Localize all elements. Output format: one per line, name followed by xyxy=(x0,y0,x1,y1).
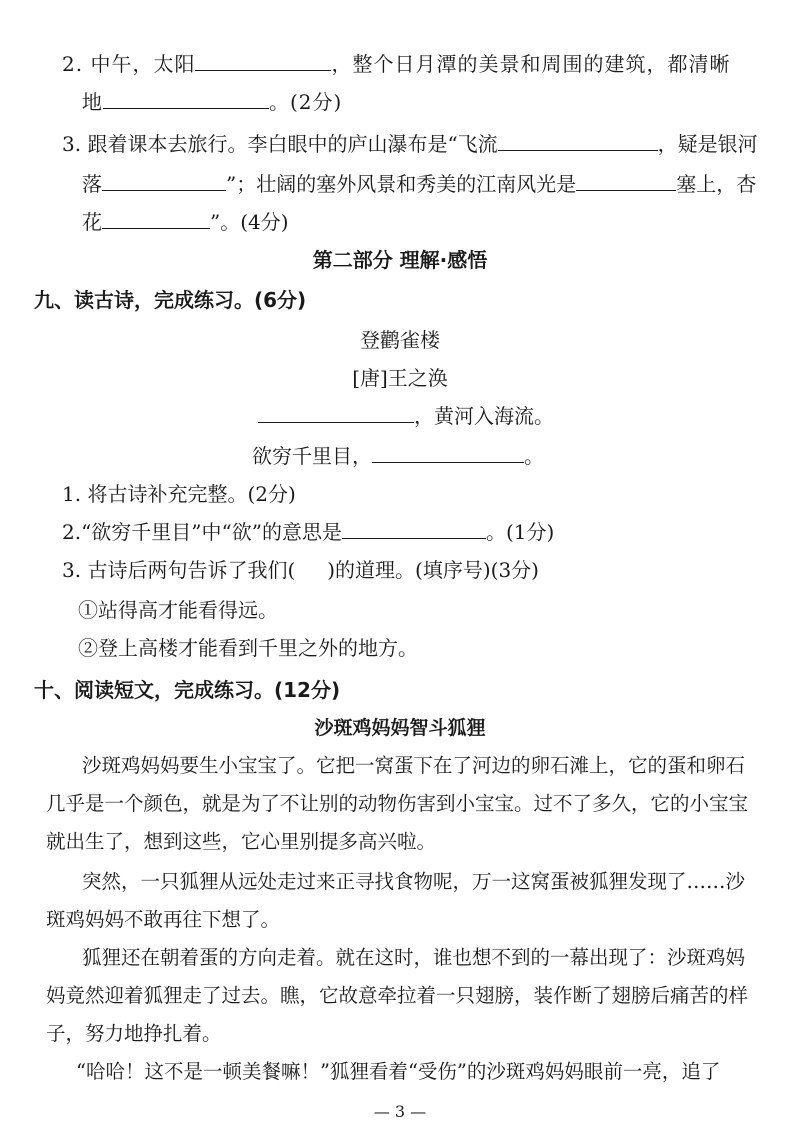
q3-text-b: ，疑是银河 xyxy=(657,132,758,156)
s9-q1: 1. 将古诗补充完整。(2分) xyxy=(62,482,296,506)
q3-text-g: ”。(4分) xyxy=(210,210,289,234)
poem-line-2 xyxy=(252,442,544,470)
s9-option-1: ①站得高才能看得远。 xyxy=(78,598,278,622)
story-p4-line1: “哈哈！这不是一顿美餐嘛！”狐狸看着“受伤”的沙斑鸡妈妈眼前一亮，追了 xyxy=(76,1060,721,1083)
page-number: — 3 — xyxy=(373,1102,427,1121)
q3-blank-2[interactable] xyxy=(102,170,226,191)
q3-blank-4[interactable] xyxy=(102,208,210,229)
q2-text-a: 2. 中午，太阳 xyxy=(62,52,196,76)
poem-line-1 xyxy=(258,402,554,430)
s9-q2-text-a: 2.“欲穷千里目”中“欲”的意思是 xyxy=(62,520,342,544)
s9-q2-text-b: 。(1分) xyxy=(485,520,555,544)
story-p1-line2: 几乎是一个颜色，就是为了不让别的动物伤害到小宝宝。过不了多久，它的小宝宝 xyxy=(46,792,749,815)
q2-text-b: ，整个日月潭的美景和周围的建筑，都清晰 xyxy=(331,52,731,76)
s9-q2-blank[interactable] xyxy=(342,518,486,539)
q2-blank-1[interactable] xyxy=(195,50,331,71)
section9-heading: 九、读古诗，完成练习。(6分) xyxy=(34,288,307,312)
story-p1-line3: 就出生了，想到这些，它心里别提多高兴啦。 xyxy=(46,830,437,853)
s9-q3-text-b: )的道理。(填序号)(3分) xyxy=(327,558,539,582)
s9-q3-text-a: 3. 古诗后两句告诉了我们( xyxy=(62,558,296,582)
q3-blank-3[interactable] xyxy=(576,170,676,191)
s9-q3 xyxy=(62,556,539,584)
story-p3-line2: 妈竟然迎着狐狸走了过去。瞧，它故意牵拉着一只翅膀，装作断了翅膀后痛苦的样 xyxy=(46,984,749,1007)
q3-text-f: 花 xyxy=(82,210,102,234)
story-p2-line1: 突然，一只狐狸从远处走过来正寻找食物呢，万一这窝蛋被狐狸发现了……沙 xyxy=(82,870,746,893)
q3-text-e: 塞上，杏 xyxy=(676,172,757,196)
story-p1-line1: 沙斑鸡妈妈要生小宝宝了。它把一窝蛋下在了河边的卵石滩上，它的蛋和卵石 xyxy=(82,754,746,777)
poem-line1-tail: ，黄河入海流。 xyxy=(414,404,554,428)
q3-blank-1[interactable] xyxy=(498,130,658,151)
poem-line2-tail: 。 xyxy=(524,444,544,468)
story-p3-line3: 子，努力地挣扎着。 xyxy=(46,1022,222,1045)
s9-option-2: ②登上高楼才能看到千里之外的地方。 xyxy=(78,636,418,660)
poem-title: 登鹳雀楼 xyxy=(360,328,440,352)
story-p2-line2: 斑鸡妈妈不敢再往下想了。 xyxy=(46,908,281,931)
story-p3-line1: 狐狸还在朝着蛋的方向走着。就在这时，谁也想不到的一幕出现了：沙斑鸡妈 xyxy=(82,946,746,969)
q3-line1 xyxy=(62,130,758,158)
q3-text-c: 落 xyxy=(82,172,102,196)
poem-blank-2[interactable] xyxy=(372,442,524,463)
q2-blank-2[interactable] xyxy=(103,88,269,109)
poem-blank-1[interactable] xyxy=(258,402,414,423)
q3-text-d: ”；壮阔的塞外风景和秀美的江南风光是 xyxy=(226,172,577,196)
q3-line2 xyxy=(82,170,756,198)
q2-line1 xyxy=(62,50,730,78)
q3-line3 xyxy=(82,208,289,236)
q2-line2 xyxy=(82,88,342,116)
q2-text-d: 。(2分) xyxy=(269,90,343,114)
story-title: 沙斑鸡妈妈智斗狐狸 xyxy=(314,717,486,739)
q2-text-c: 地 xyxy=(82,90,103,114)
q3-text-a: 3. 跟着课本去旅行。李白眼中的庐山瀑布是“飞流 xyxy=(62,132,498,156)
part2-title: 第二部分 理解·感悟 xyxy=(312,248,488,272)
poem-line2-head: 欲穷千里目， xyxy=(252,444,372,468)
poem-author: [唐]王之涣 xyxy=(352,366,448,390)
section10-heading: 十、阅读短文，完成练习。(12分) xyxy=(34,678,341,702)
s9-q2 xyxy=(62,518,554,546)
